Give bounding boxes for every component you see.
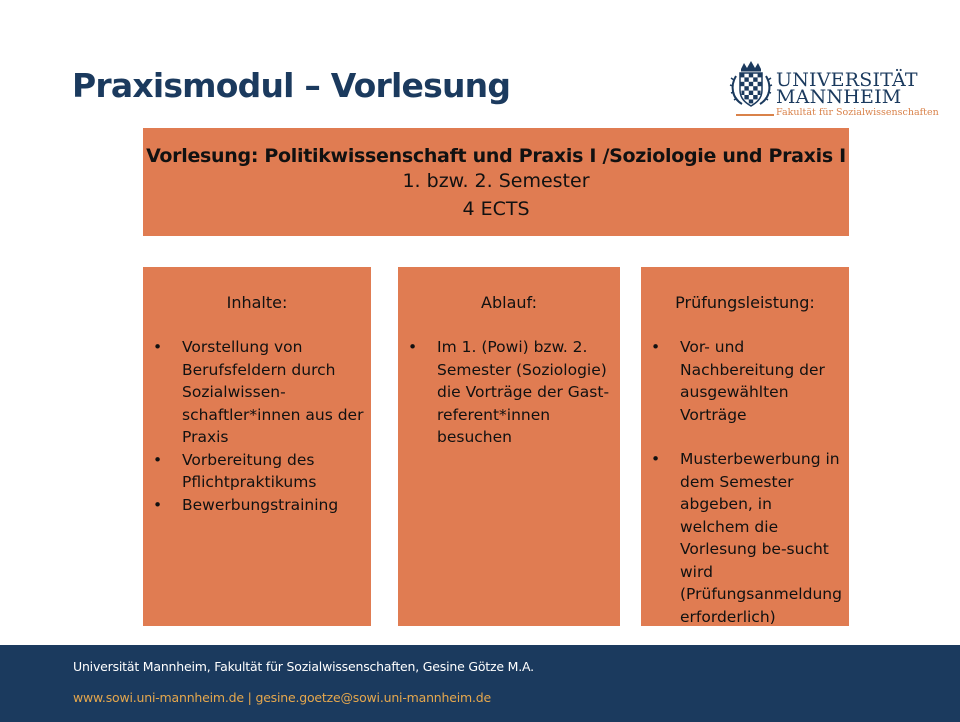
list-item: • Bewerbungstraining bbox=[143, 494, 371, 517]
ects-text: 4 ECTS bbox=[462, 198, 530, 220]
list-item: • Vor- und Nachbereitung der ausgewählten Vorträge bbox=[641, 336, 849, 426]
logo-faculty: Fakultät für Sozialwissenschaften bbox=[776, 107, 939, 118]
list-item: • Vorstellung von Berufsfeldern durch Sozialwissen-schaftler*innen aus der Praxis bbox=[143, 336, 371, 449]
bullet-list bbox=[398, 336, 620, 449]
university-crest-icon bbox=[728, 60, 774, 112]
bullet-list bbox=[641, 336, 849, 628]
content-column bbox=[143, 267, 371, 626]
semester-text: 1. bzw. 2. Semester bbox=[402, 170, 590, 192]
slide-title: Praxismodul – Vorlesung bbox=[72, 66, 511, 105]
footer-links: www.sowi.uni-mannheim.de | gesine.goetze@sowi.uni-mannheim.de bbox=[73, 690, 491, 705]
logo-name-line2: MANNHEIM bbox=[776, 86, 902, 108]
lecture-heading: Vorlesung: Politikwissenschaft und Praxis I /Soziologie und Praxis I bbox=[146, 145, 846, 167]
list-item: • Vorbereitung des Pflichtpraktikums bbox=[143, 449, 371, 494]
lecture-header-box bbox=[143, 128, 849, 236]
university-logo bbox=[728, 60, 938, 120]
footer-bar bbox=[0, 645, 960, 722]
logo-rule bbox=[736, 114, 774, 116]
column-title-ablauf: Ablauf: bbox=[481, 293, 537, 312]
list-item: • Musterbewerbung in dem Semester abgeben, in welchem die Vorlesung be-sucht wird (Prüfungsanmeldung erforderlich) bbox=[641, 448, 849, 628]
column-title-pruefungsleistung: Prüfungsleistung: bbox=[675, 293, 815, 312]
list-item: • Im 1. (Powi) bzw. 2. Semester (Soziologie) die Vorträge der Gast-referent*innen besuchen bbox=[398, 336, 620, 449]
procedure-column bbox=[398, 267, 620, 626]
footer-credit: Universität Mannheim, Fakultät für Sozialwissenschaften, Gesine Götze M.A. bbox=[73, 659, 534, 674]
bullet-list bbox=[143, 336, 371, 516]
column-title-inhalte: Inhalte: bbox=[226, 293, 288, 312]
exam-column bbox=[641, 267, 849, 626]
logo-name-line1: UNIVERSITÄT bbox=[776, 69, 918, 91]
